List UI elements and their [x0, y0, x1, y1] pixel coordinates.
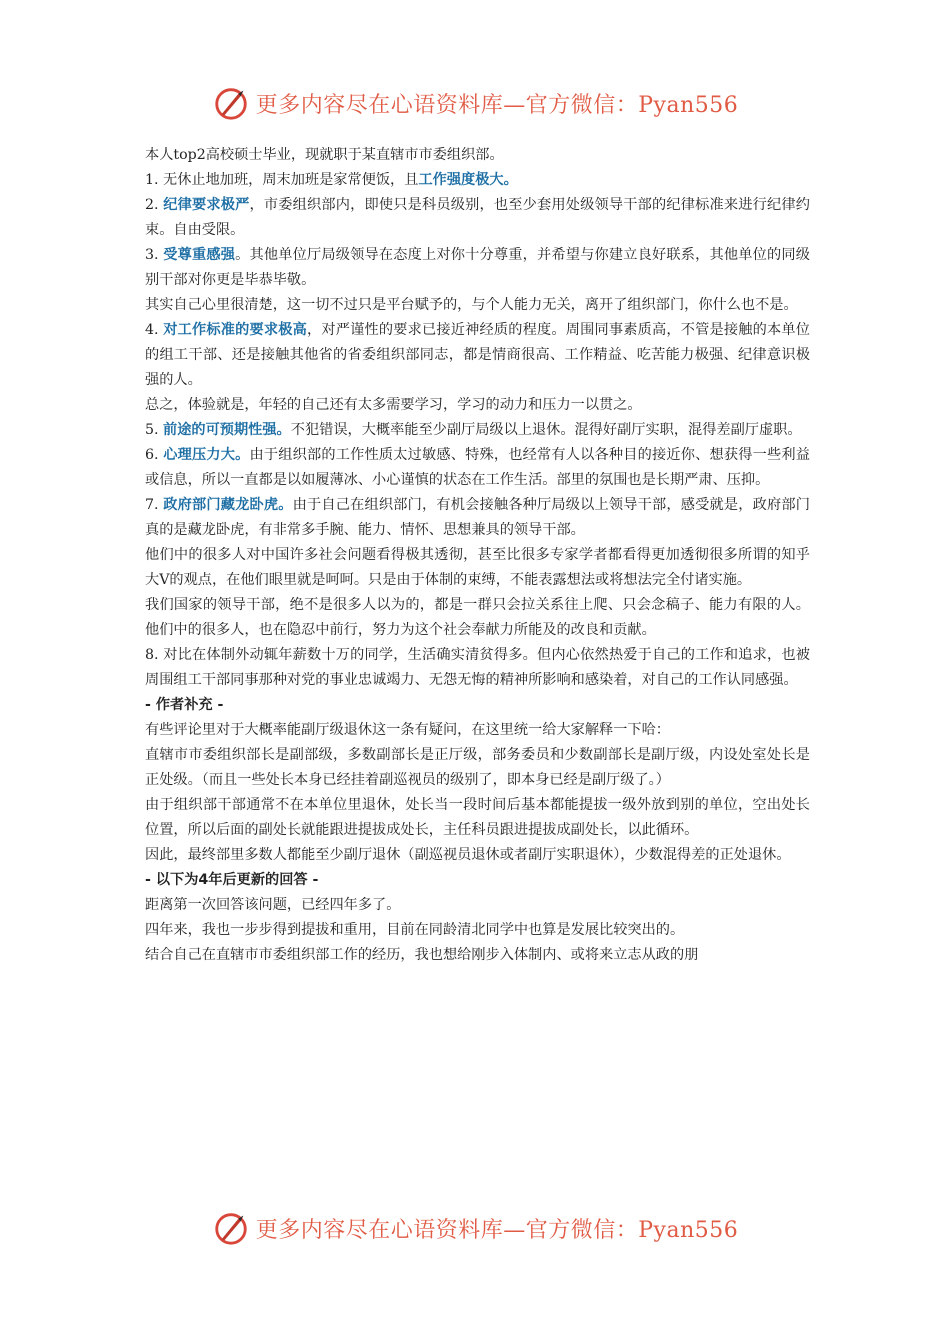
body-text: ，对严谨性的要求已接近神经质的程度。周围同事素质高，不管是接触的本单位的组工干部、还是接触其他省的省委组织部同志，都是情商很高、工作精益、吃苦能力极强、纪律意识极强的人。 — [145, 322, 810, 388]
paragraph — [145, 593, 810, 643]
quill-pen-logo-icon — [212, 84, 250, 122]
article-body — [145, 143, 810, 968]
body-text: 。其他单位厅局级领导在态度上对你十分尊重，并希望与你建立良好联系，其他单位的同级别干部对你更是毕恭毕敬。 — [145, 247, 810, 288]
body-text: 直辖市市委组织部长是副部级，多数副部长是正厅级，部务委员和少数副部长是副厅级，内设处室处长是正处级。（而且一些处长本身已经挂着副巡视员的级别了，即本身已经是副厅级了。） — [145, 747, 810, 788]
highlight-text: 纪律要求极严 — [163, 197, 250, 213]
highlight-text: 前途的可预期性强。 — [163, 422, 291, 438]
paragraph — [145, 893, 810, 918]
body-text: 1. 无休止地加班，周末加班是家常便饭，且 — [145, 172, 419, 188]
body-text: 因此，最终部里多数人都能至少副厅退休（副巡视员退休或者副厅实职退休），少数混得差的正处退休。 — [145, 847, 791, 863]
body-text: 总之，体验就是，年轻的自己还有太多需要学习，学习的动力和压力一以贯之。 — [145, 397, 642, 413]
highlight-text: 政府部门藏龙卧虎。 — [163, 497, 293, 513]
body-text: 不犯错误，大概率能至少副厅局级以上退休。混得好副厅实职，混得差副厅虚职。 — [290, 422, 802, 438]
body-text: 结合自己在直辖市市委组织部工作的经历，我也想给刚步入体制内、或将来立志从政的朋 — [145, 947, 699, 963]
section-heading: - 以下为4年后更新的回答 - — [145, 872, 319, 888]
paragraph — [145, 793, 810, 843]
paragraph — [145, 693, 810, 718]
paragraph — [145, 643, 810, 693]
body-text: 8. 对比在体制外动辄年薪数十万的同学，生活确实清贫得多。但内心依然热爱于自己的工作和追求，也被周围组工干部同事那种对党的事业忠诚竭力、无怨无悔的精神所影响和感染着，对自己的工作认同感强。 — [145, 647, 810, 688]
body-text: 6. — [145, 447, 164, 463]
paragraph — [145, 143, 810, 168]
banner-text: 更多内容尽在心语资料库—官方微信：Pyan556 — [255, 92, 739, 118]
highlight-text: 心理压力大。 — [163, 447, 250, 463]
paragraph — [145, 943, 810, 968]
paragraph — [145, 243, 810, 293]
paragraph — [145, 443, 810, 493]
paragraph — [145, 318, 810, 393]
body-text: 有些评论里对于大概率能副厅级退休这一条有疑问，在这里统一给大家解释一下哈： — [145, 722, 670, 738]
paragraph — [145, 393, 810, 418]
banner-text: 更多内容尽在心语资料库—官方微信：Pyan556 — [255, 1217, 739, 1243]
section-heading: - 作者补充 - — [145, 697, 224, 713]
paragraph — [145, 293, 810, 318]
body-text: 本人top2高校硕士毕业，现就职于某直辖市市委组织部。 — [145, 147, 504, 163]
paragraph — [145, 868, 810, 893]
body-text: 3. — [145, 247, 164, 263]
highlight-text: 工作强度极大。 — [418, 172, 518, 188]
paragraph — [145, 168, 810, 193]
body-text: 由于组织部的工作性质太过敏感、特殊，也经常有人以各种目的接近你、想获得一些利益或信息，所以一直都是以如履薄冰、小心谨慎的状态在工作生活。部里的氛围也是长期严肃、压抑。 — [145, 447, 810, 488]
body-text: 我们国家的领导干部，绝不是很多人以为的，都是一群只会拉关系往上爬、只会念稿子、能力有限的人。他们中的很多人，也在隐忍中前行，努力为这个社会奉献力所能及的改良和贡献。 — [145, 597, 810, 638]
footer-banner — [0, 1203, 950, 1253]
quill-pen-logo-icon — [212, 1209, 250, 1247]
paragraph — [145, 493, 810, 543]
body-text: 2. — [145, 197, 164, 213]
paragraph — [145, 743, 810, 793]
header-banner — [0, 78, 950, 128]
paragraph — [145, 718, 810, 743]
body-text: 四年来，我也一步步得到提拔和重用，目前在同龄清北同学中也算是发展比较突出的。 — [145, 922, 685, 938]
body-text: 由于组织部干部通常不在本单位里退休，处长当一段时间后基本都能提拔一级外放到别的单位，空出处长位置，所以后面的副处长就能跟进提拔成处长，主任科员跟进提拔成副处长，以此循环。 — [145, 797, 810, 838]
paragraph — [145, 918, 810, 943]
body-text: 4. — [145, 322, 164, 338]
body-text: 他们中的很多人对中国许多社会问题看得极其透彻，甚至比很多专家学者都看得更加透彻很多所谓的知乎大V的观点，在他们眼里就是呵呵。只是由于体制的束缚，不能表露想法或将想法完全付诸实施。 — [145, 547, 810, 588]
body-text: 由于自己在组织部门，有机会接触各种厅局级以上领导干部，感受就是，政府部门真的是藏龙卧虎，有非常多手腕、能力、情怀、思想兼具的领导干部。 — [145, 497, 810, 538]
highlight-text: 受尊重感强 — [163, 247, 236, 263]
body-text: 5. — [145, 422, 164, 438]
paragraph — [145, 193, 810, 243]
body-text: 距离第一次回答该问题，已经四年多了。 — [145, 897, 401, 913]
paragraph — [145, 543, 810, 593]
body-text: ，市委组织部内，即使只是科员级别，也至少套用处级领导干部的纪律标准来进行纪律约束。自由受限。 — [145, 197, 810, 238]
paragraph — [145, 843, 810, 868]
body-text: 其实自己心里很清楚，这一切不过只是平台赋予的，与个人能力无关，离开了组织部门，你什么也不是。 — [145, 297, 798, 313]
highlight-text: 对工作标准的要求极高 — [163, 322, 308, 338]
body-text: 7. — [145, 497, 164, 513]
paragraph — [145, 418, 810, 443]
